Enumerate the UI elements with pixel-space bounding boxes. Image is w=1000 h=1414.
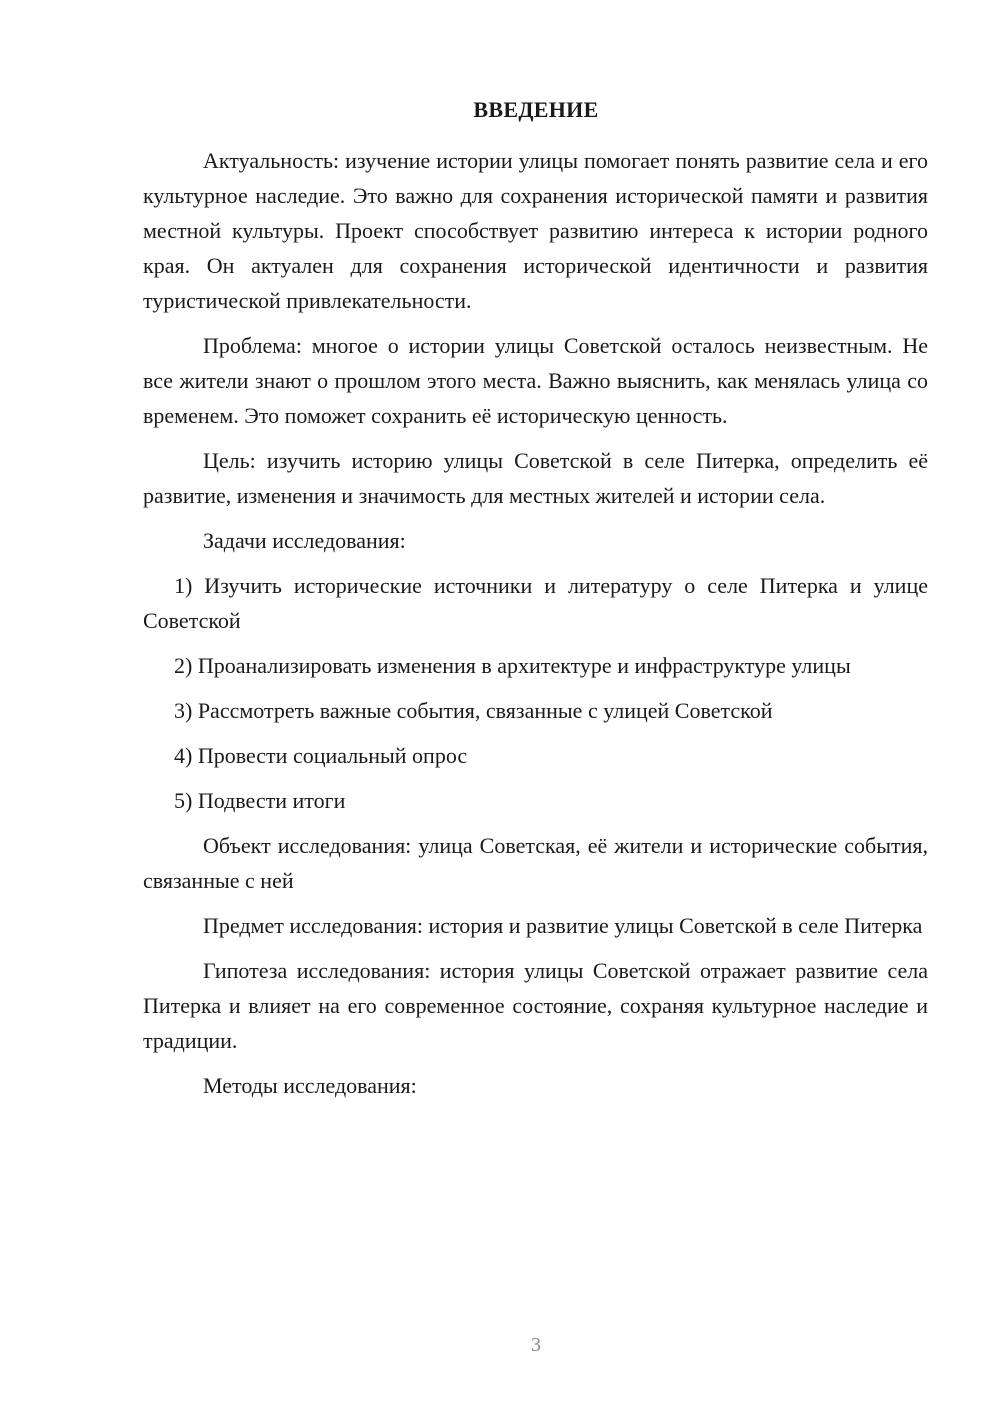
goal-paragraph: Цель: изучить историю улицы Советской в селе Питерка, определить её развитие, изменения и значимость для местных жителей и истории села. bbox=[143, 448, 928, 508]
object-paragraph: Объект исследования: улица Советская, её жители и исторические события, связанные с ней bbox=[143, 833, 928, 893]
tasks-heading: Задачи исследования: bbox=[203, 528, 406, 553]
task-item-4: 4) Провести социальный опрос bbox=[174, 743, 468, 768]
hypothesis-paragraph: Гипотеза исследования: история улицы Советской отражает развитие села Питерка и влияет на его современное состояние, сохраняя культурное наследие и традиции. bbox=[143, 958, 928, 1053]
task-item-1: 1) Изучить исторические источники и литературу о селе Питерка и улице Советской bbox=[143, 573, 928, 633]
page-number: 3 bbox=[531, 1334, 541, 1356]
task-item-3: 3) Рассмотреть важные события, связанные с улицей Советской bbox=[174, 698, 773, 723]
document-body bbox=[143, 143, 928, 1113]
relevance-paragraph: Актуальность: изучение истории улицы помогает понять развитие села и его культурное наследие. Это важно для сохранения исторической памяти и развития местной культуры. Проект способствует развитию интереса к истории родного края. Он актуален для сохранения исторической идентичности и развития туристической привлекательности. bbox=[143, 148, 928, 313]
task-item-5: 5) Подвести итоги bbox=[174, 788, 346, 813]
page-title: ВВЕДЕНИЕ bbox=[473, 97, 599, 122]
methods-heading: Методы исследования: bbox=[203, 1073, 417, 1098]
subject-paragraph: Предмет исследования: история и развитие улицы Советской в селе Питерка bbox=[203, 913, 923, 938]
problem-paragraph: Проблема: многое о истории улицы Советской осталось неизвестным. Не все жители знают о прошлом этого места. Важно выяснить, как менялась улица со временем. Это поможет сохранить её историческую ценность. bbox=[143, 333, 928, 428]
task-item-2: 2) Проанализировать изменения в архитектуре и инфраструктуре улицы bbox=[174, 653, 851, 678]
